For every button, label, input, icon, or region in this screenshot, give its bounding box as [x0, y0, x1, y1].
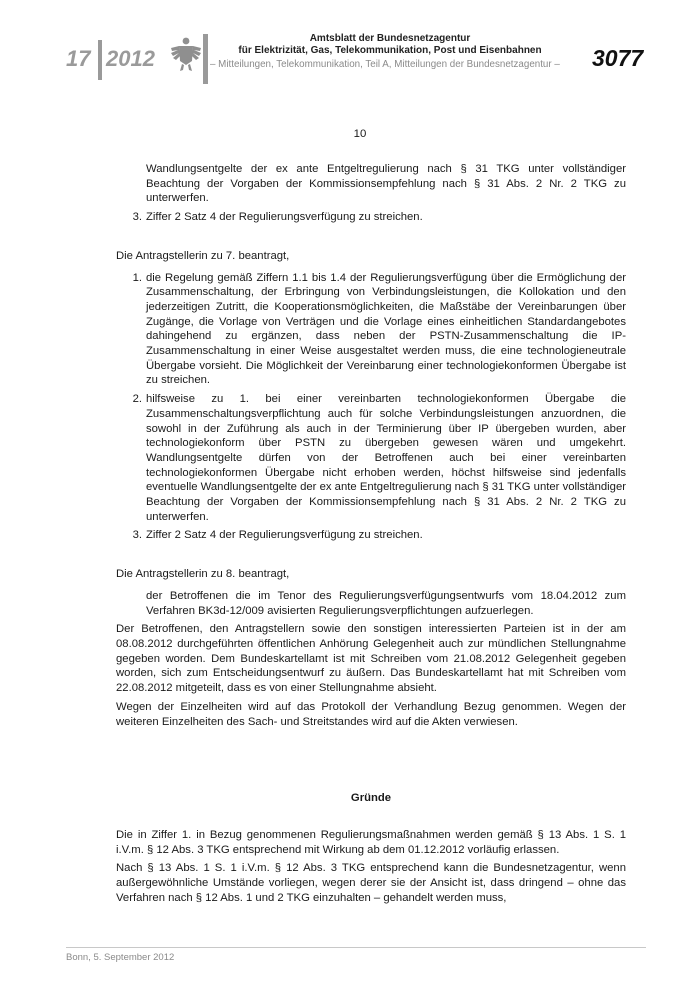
header-divider	[98, 40, 102, 80]
gazette-page-number: 3077	[592, 45, 644, 71]
gazette-title-line-2: für Elektrizität, Gas, Telekommunikation, Post und Eisenbahnen	[238, 44, 542, 56]
list-item-text: die Regelung gemäß Ziffern 1.1 bis 1.4 der Regulierungsverfügung über die Ermöglichung der Zusammenschaltung, der Erbringung von Verbindungsleistungen, die Kollokation und den jederzeitigen Zutritt, die Kooperationsmöglichkeiten, die Maßstäbe der Vereinbarungen über Zugänge, die Vorlage von Verträgen und die Vorlage eines einheitlichen Standardangebotes dahingehend zu ergänzen, dass neben der PSTN-Zusammenschaltung die IP-Zusammenschaltung in einer Weise ausgestaltet werden muss, die eine technologieneutrale Übergabe vorsieht. Die Möglichkeit der Vereinbarung einer technologiekonformen Übergabe ist zu streichen.	[146, 271, 626, 387]
list-item-number: 1.	[132, 271, 142, 284]
applicant-8-paragraph: Die Antragstellerin zu 8. beantragt,	[116, 568, 290, 581]
document-body	[116, 162, 626, 905]
list-item-number: 2.	[132, 393, 142, 406]
document-page-number: 10	[353, 128, 367, 140]
list-item	[116, 210, 626, 225]
footer-date: Bonn, 5. September 2012	[66, 952, 175, 963]
continuation-paragraph: Wandlungsentgelte der ex ante Entgeltregulierung nach § 31 TKG unter vollständiger Beachtung der Vorgaben der Kommissionsempfehlung nach § 31 Abs. 2 Nr. 2 TKG zu unterwerfen.	[146, 163, 626, 205]
hearing-paragraph: Der Betroffenen, den Antragstellern sowie den sonstigen interessierten Parteien ist in der am 08.08.2012 durchgeführten öffentlichen Anhörung Gelegenheit auch zur mündlichen Stellungnahme gegeben worden. Dem Bundeskartellamt ist mit Schreiben vom 21.08.2012 Gelegenheit gegeben worden, sich zum Entscheidungsentwurf zu äußern. Das Bundeskartellamt hat mit Schreiben vom 22.08.2012 mitgeteilt, dass es von einer Stellungnahme absieht.	[116, 623, 626, 695]
section-heading: Gründe	[350, 792, 392, 805]
list-item	[116, 392, 626, 524]
federal-eagle-icon	[170, 34, 202, 74]
list-item-number: 3.	[132, 529, 142, 542]
gazette-subtitle: – Mitteilungen, Telekommunikation, Teil A, Mitteilungen der Bundesnetzagentur –	[210, 59, 560, 70]
issue-number: 17	[66, 46, 91, 71]
issue-year: 2012	[106, 46, 155, 71]
list-item-text: Ziffer 2 Satz 4 der Regulierungsverfügung zu streichen.	[146, 211, 423, 224]
applicant-8-request: der Betroffenen die im Tenor des Regulierungsverfügungsentwurfs vom 18.04.2012 zum Verfahren BK3d-12/009 avisierten Regulierungsverpflichtungen aufzuerlegen.	[146, 589, 626, 617]
list-item	[116, 271, 626, 389]
gazette-title	[200, 33, 580, 56]
grounds-paragraph-1: Die in Ziffer 1. in Bezug genommenen Regulierungsmaßnahmen werden gemäß § 13 Abs. 1 S. 1 i.V.m. § 12 Abs. 3 TKG entsprechend mit Wirkung ab dem 01.12.2012 vorläufig erlassen.	[116, 828, 626, 856]
list-item-number: 3.	[132, 211, 142, 224]
grounds-paragraph-2: Nach § 13 Abs. 1 S. 1 i.V.m. § 12 Abs. 3 TKG entsprechend kann die Bundesnetzagentur, wenn außergewöhnliche Umstände vorliegen, wegen derer sie der Ansicht ist, dass dringend – ohne das Verfahren nach § 12 Abs. 1 und 2 TKG einzuhalten – gehandelt werden muss,	[116, 862, 626, 904]
list-item-text: Ziffer 2 Satz 4 der Regulierungsverfügung zu streichen.	[146, 529, 423, 542]
applicant-7-paragraph: Die Antragstellerin zu 7. beantragt,	[116, 249, 290, 262]
list-item	[116, 528, 626, 543]
protocol-paragraph: Wegen der Einzelheiten wird auf das Protokoll der Verhandlung Bezug genommen. Wegen der weiteren Einzelheiten des Sach- und Streitstandes wird auf die Akten verwiesen.	[116, 700, 626, 728]
list-item-text: hilfsweise zu 1. bei einer vereinbarten technologiekonformen Übergabe die Zusammenschaltungsverpflichtung auch für solche Verbindungsleistungen anzuordnen, die sowohl in der Zuführung als auch in der Terminierung über IP übergeben wurden, aber technologiekonform über PSTN zu übergeben gewesen wären und umgekehrt. Wandlungsentgelte dürfen von der Betroffenen auch bei einer vereinbarten technologiekonformen Übergabe nicht erhoben werden, höchst hilfsweise sind jedenfalls eventuelle Wandlungsentgelte der ex ante Entgeltregulierung nach § 31 TKG unter vollständiger Beachtung der Vorgaben der Kommissionsempfehlung nach § 31 Abs. 2 Nr. 2 TKG zu unterwerfen.	[146, 393, 626, 523]
gazette-title-line-1: Amtsblatt der Bundesnetzagentur	[309, 33, 471, 44]
footer-divider	[66, 947, 646, 948]
